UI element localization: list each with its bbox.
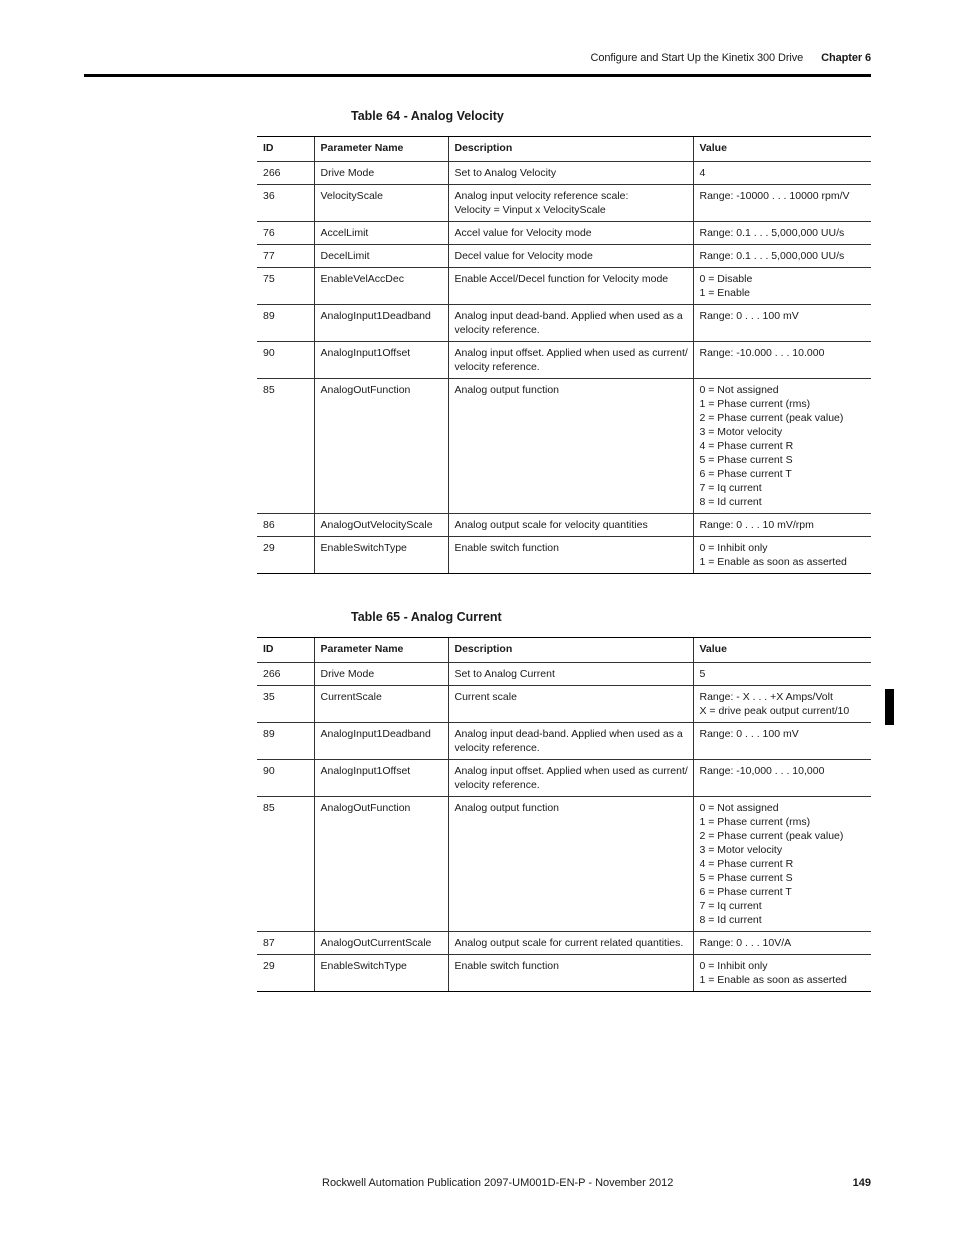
param-name-cell: AnalogOutCurrentScale xyxy=(314,932,448,955)
param-value-line: 0 = Disable xyxy=(699,273,753,285)
param-value-line: 6 = Phase current T xyxy=(699,468,792,480)
param-value-cell xyxy=(693,514,871,537)
table-65-analog-current xyxy=(257,637,871,992)
param-id-cell: 29 xyxy=(257,955,314,992)
param-value-line: 1 = Enable as soon as asserted xyxy=(699,974,847,986)
param-value-line: Range: 0.1 . . . 5,000,000 UU/s xyxy=(699,227,845,239)
param-description-line: Analog output scale for current related quantities. xyxy=(454,937,684,949)
param-description-cell xyxy=(448,305,693,342)
param-value-cell xyxy=(693,222,871,245)
table-row xyxy=(257,760,871,797)
table-row xyxy=(257,342,871,379)
param-description-cell xyxy=(448,342,693,379)
param-value-line: 2 = Phase current (peak value) xyxy=(699,830,844,842)
table-row xyxy=(257,955,871,992)
param-name-cell: AccelLimit xyxy=(314,222,448,245)
param-description-cell xyxy=(448,663,693,686)
param-value-line: 4 = Phase current R xyxy=(699,858,794,870)
param-value-cell xyxy=(693,686,871,723)
param-description-line: velocity reference. xyxy=(454,779,540,791)
param-value-cell xyxy=(693,185,871,222)
param-value-line: X = drive peak output current/10 xyxy=(699,705,850,717)
param-name-cell: AnalogOutVelocityScale xyxy=(314,514,448,537)
param-name-cell: EnableSwitchType xyxy=(314,955,448,992)
param-description-line: Analog output function xyxy=(454,384,559,396)
table-row xyxy=(257,379,871,514)
param-description-line: Current scale xyxy=(454,691,517,703)
param-value-line: 5 = Phase current S xyxy=(699,454,793,466)
column-header-value: Value xyxy=(693,137,871,162)
param-name-cell: DecelLimit xyxy=(314,245,448,268)
param-value-line: 6 = Phase current T xyxy=(699,886,792,898)
param-value-line: 7 = Iq current xyxy=(699,900,762,912)
param-description-cell xyxy=(448,514,693,537)
param-value-cell xyxy=(693,245,871,268)
param-value-cell xyxy=(693,268,871,305)
param-value-line: Range: -10,000 . . . 10,000 xyxy=(699,765,825,777)
param-name-cell: EnableSwitchType xyxy=(314,537,448,574)
table-row xyxy=(257,162,871,185)
param-description-cell xyxy=(448,932,693,955)
param-description-line: velocity reference. xyxy=(454,742,540,754)
param-value-line: Range: 0 . . . 100 mV xyxy=(699,310,799,322)
param-value-cell xyxy=(693,955,871,992)
param-value-line: Range: 0 . . . 10 mV/rpm xyxy=(699,519,814,531)
param-name-cell: Drive Mode xyxy=(314,663,448,686)
param-value-cell xyxy=(693,932,871,955)
param-id-cell: 86 xyxy=(257,514,314,537)
param-id-cell: 75 xyxy=(257,268,314,305)
table-64-title: Table 64 - Analog Velocity xyxy=(351,109,504,123)
param-id-cell: 90 xyxy=(257,342,314,379)
column-header-id: ID xyxy=(257,638,314,663)
param-id-cell: 89 xyxy=(257,305,314,342)
param-description-line: Enable Accel/Decel function for Velocity mode xyxy=(454,273,669,285)
param-value-line: Range: 0 . . . 10V/A xyxy=(699,937,792,949)
table-65-title: Table 65 - Analog Current xyxy=(351,610,502,624)
param-description-line: velocity reference. xyxy=(454,324,540,336)
param-value-line: 4 = Phase current R xyxy=(699,440,794,452)
param-value-cell xyxy=(693,305,871,342)
param-value-line: 0 = Not assigned xyxy=(699,384,779,396)
table-header-row xyxy=(257,137,871,162)
param-value-line: 8 = Id current xyxy=(699,914,762,926)
param-value-line: Range: 0.1 . . . 5,000,000 UU/s xyxy=(699,250,845,262)
param-id-cell: 77 xyxy=(257,245,314,268)
param-description-cell xyxy=(448,268,693,305)
table-row xyxy=(257,268,871,305)
param-id-cell: 266 xyxy=(257,663,314,686)
param-value-line: 5 xyxy=(699,668,706,680)
param-value-line: 0 = Inhibit only xyxy=(699,960,768,972)
param-value-line: Range: -10.000 . . . 10.000 xyxy=(699,347,825,359)
param-value-cell xyxy=(693,162,871,185)
chapter-thumb-tab xyxy=(885,689,894,725)
param-value-cell xyxy=(693,723,871,760)
column-header-value: Value xyxy=(693,638,871,663)
table-row xyxy=(257,686,871,723)
page-number: 149 xyxy=(852,1177,871,1189)
table-row xyxy=(257,797,871,932)
column-header-parameter-name: Parameter Name xyxy=(314,638,448,663)
param-value-cell xyxy=(693,797,871,932)
table-row xyxy=(257,932,871,955)
param-name-cell: CurrentScale xyxy=(314,686,448,723)
param-id-cell: 36 xyxy=(257,185,314,222)
param-description-cell xyxy=(448,379,693,514)
param-name-cell: AnalogInput1Deadband xyxy=(314,723,448,760)
param-id-cell: 90 xyxy=(257,760,314,797)
param-value-line: 1 = Enable xyxy=(699,287,751,299)
param-name-cell: Drive Mode xyxy=(314,162,448,185)
param-id-cell: 76 xyxy=(257,222,314,245)
table-row xyxy=(257,305,871,342)
param-value-cell xyxy=(693,537,871,574)
param-description-cell xyxy=(448,537,693,574)
column-header-parameter-name: Parameter Name xyxy=(314,137,448,162)
param-description-line: Analog output function xyxy=(454,802,559,814)
param-description-cell xyxy=(448,245,693,268)
param-description-line: Velocity = Vinput x VelocityScale xyxy=(454,204,606,216)
param-value-cell xyxy=(693,342,871,379)
param-value-line: 1 = Phase current (rms) xyxy=(699,398,811,410)
param-description-line: Enable switch function xyxy=(454,960,559,972)
param-description-line: Enable switch function xyxy=(454,542,559,554)
param-description-line: Analog input velocity reference scale: xyxy=(454,190,629,202)
param-value-line: 4 xyxy=(699,167,706,179)
table-row xyxy=(257,185,871,222)
param-value-line: Range: - X . . . +X Amps/Volt xyxy=(699,691,833,703)
param-id-cell: 85 xyxy=(257,797,314,932)
param-value-line: 1 = Phase current (rms) xyxy=(699,816,811,828)
publication-footer: Rockwell Automation Publication 2097-UM001D-EN-P - November 2012 xyxy=(322,1177,674,1189)
param-description-line: Decel value for Velocity mode xyxy=(454,250,593,262)
param-name-cell: AnalogInput1Offset xyxy=(314,760,448,797)
param-description-cell xyxy=(448,955,693,992)
param-description-cell xyxy=(448,760,693,797)
param-description-line: Set to Analog Current xyxy=(454,668,555,680)
param-name-cell: AnalogOutFunction xyxy=(314,379,448,514)
param-value-line: Range: -10000 . . . 10000 rpm/V xyxy=(699,190,850,202)
param-value-line: 1 = Enable as soon as asserted xyxy=(699,556,847,568)
param-value-line: 7 = Iq current xyxy=(699,482,762,494)
param-value-cell xyxy=(693,379,871,514)
param-value-line: 3 = Motor velocity xyxy=(699,844,783,856)
param-id-cell: 87 xyxy=(257,932,314,955)
param-name-cell: AnalogInput1Deadband xyxy=(314,305,448,342)
param-description-line: Analog input dead-band. Applied when used as a xyxy=(454,728,683,740)
param-value-line: 0 = Inhibit only xyxy=(699,542,768,554)
param-id-cell: 89 xyxy=(257,723,314,760)
param-description-line: Accel value for Velocity mode xyxy=(454,227,592,239)
param-description-cell xyxy=(448,723,693,760)
chapter-label: Chapter 6 xyxy=(821,52,871,64)
column-header-description: Description xyxy=(448,137,693,162)
param-value-cell xyxy=(693,663,871,686)
table-row xyxy=(257,514,871,537)
param-value-line: 5 = Phase current S xyxy=(699,872,793,884)
header-rule xyxy=(84,74,871,77)
param-description-line: Analog input dead-band. Applied when used as a xyxy=(454,310,683,322)
param-description-line: Analog input offset. Applied when used as current/ xyxy=(454,765,688,777)
param-value-line: 3 = Motor velocity xyxy=(699,426,783,438)
param-description-line: Analog input offset. Applied when used as current/ xyxy=(454,347,688,359)
param-value-line: 0 = Not assigned xyxy=(699,802,779,814)
table-row xyxy=(257,245,871,268)
table-row xyxy=(257,723,871,760)
table-64-analog-velocity xyxy=(257,136,871,574)
column-header-id: ID xyxy=(257,137,314,162)
running-header xyxy=(590,52,871,64)
param-description-cell xyxy=(448,797,693,932)
param-description-cell xyxy=(448,162,693,185)
param-description-cell xyxy=(448,222,693,245)
param-id-cell: 266 xyxy=(257,162,314,185)
param-description-line: Set to Analog Velocity xyxy=(454,167,557,179)
param-name-cell: VelocityScale xyxy=(314,185,448,222)
param-value-line: Range: 0 . . . 100 mV xyxy=(699,728,799,740)
param-value-cell xyxy=(693,760,871,797)
param-id-cell: 35 xyxy=(257,686,314,723)
param-name-cell: EnableVelAccDec xyxy=(314,268,448,305)
param-id-cell: 29 xyxy=(257,537,314,574)
table-row xyxy=(257,222,871,245)
table-row xyxy=(257,663,871,686)
param-value-line: 2 = Phase current (peak value) xyxy=(699,412,844,424)
param-description-line: Analog output scale for velocity quantities xyxy=(454,519,648,531)
param-description-cell xyxy=(448,686,693,723)
column-header-description: Description xyxy=(448,638,693,663)
param-description-cell xyxy=(448,185,693,222)
param-name-cell: AnalogOutFunction xyxy=(314,797,448,932)
table-row xyxy=(257,537,871,574)
param-value-line: 8 = Id current xyxy=(699,496,762,508)
section-title: Configure and Start Up the Kinetix 300 Drive xyxy=(590,52,804,64)
param-id-cell: 85 xyxy=(257,379,314,514)
param-description-line: velocity reference. xyxy=(454,361,540,373)
param-name-cell: AnalogInput1Offset xyxy=(314,342,448,379)
table-header-row xyxy=(257,638,871,663)
